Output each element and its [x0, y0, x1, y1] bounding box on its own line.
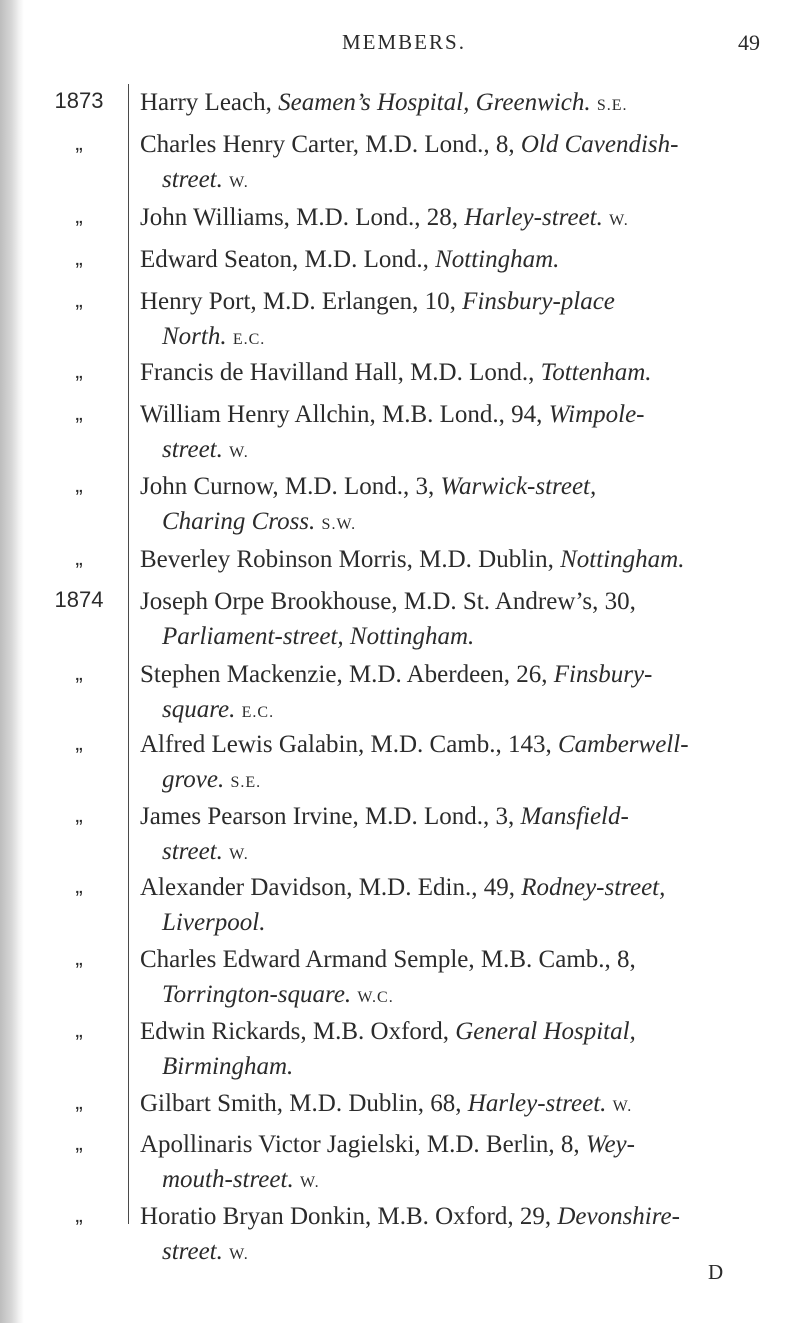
election-year: „ [75, 400, 83, 425]
address-text: Seamen’s Hospital, Greenwich. [278, 89, 591, 116]
postal-district: W. [229, 846, 249, 863]
election-year: 1874 [54, 587, 104, 612]
election-year: „ [75, 130, 83, 155]
entry-line [140, 1089, 632, 1122]
member-text: Joseph Orpe Brookhouse, M.D. St. Andrew’s, 30, [140, 588, 636, 615]
election-year: 1873 [54, 88, 104, 113]
address-text: Warwick-street, [440, 473, 597, 500]
running-head: MEMBERS. [342, 30, 466, 54]
address-text: Parliament-street, Nottingham. [162, 623, 475, 650]
election-year: „ [75, 660, 83, 685]
entry-line [140, 245, 559, 275]
entry-line [140, 587, 636, 617]
entry-continuation-line [162, 765, 261, 798]
member-text: Charles Henry Carter, M.D. Lond., 8, [140, 131, 521, 158]
entry-line [140, 873, 665, 903]
entry-continuation-line [162, 980, 394, 1013]
address-text: street. [162, 436, 223, 463]
member-text: Horatio Bryan Donkin, M.B. Oxford, 29, [140, 1203, 558, 1230]
address-text: Mansfield- [520, 803, 629, 830]
member-text: Henry Port, M.D. Erlangen, 10, [140, 288, 463, 315]
entry-line [140, 730, 689, 760]
election-year: „ [75, 203, 83, 228]
entry-line [140, 1130, 635, 1160]
address-text: Charing Cross. [162, 508, 316, 535]
signature-mark: D [708, 1260, 724, 1284]
election-year: „ [75, 1202, 83, 1227]
address-text: Finsbury- [553, 661, 653, 688]
member-text: Alfred Lewis Galabin, M.D. Camb., 143, [140, 731, 558, 758]
member-text: James Pearson Irvine, M.D. Lond., 3, [140, 803, 521, 830]
entry-line [140, 1202, 680, 1232]
address-text: street. [162, 1238, 223, 1265]
member-text: Edward Seaton, M.D. Lond., [140, 246, 436, 273]
election-year: „ [75, 545, 83, 570]
page-number: 49 [738, 30, 760, 55]
entry-continuation-line [162, 695, 274, 728]
entry-line [140, 660, 652, 690]
address-text: Harley-street. [464, 204, 603, 231]
election-year: „ [75, 945, 83, 970]
member-text: Stephen Mackenzie, M.D. Aberdeen, 26, [140, 661, 554, 688]
address-text: mouth-street. [162, 1166, 294, 1193]
election-year: „ [75, 358, 83, 383]
election-year: „ [75, 287, 83, 312]
postal-district: W. [229, 174, 249, 191]
entry-continuation-line [162, 1237, 249, 1270]
address-text: Finsbury-place [462, 288, 615, 315]
election-year: „ [75, 472, 83, 497]
election-year: „ [75, 730, 83, 755]
member-text: Alexander Davidson, M.D. Edin., 49, [140, 874, 522, 901]
member-text: Francis de Havilland Hall, M.D. Lond., [140, 359, 541, 386]
address-text: Rodney-street, [521, 874, 666, 901]
postal-district: W. [299, 1174, 320, 1191]
entry-line [140, 203, 629, 236]
address-text: Tottenham. [540, 359, 652, 386]
postal-district: W. [229, 444, 249, 461]
entry-line [140, 400, 645, 430]
entry-continuation-line [162, 837, 249, 870]
address-text: Wimpole- [548, 401, 645, 428]
entry-line [140, 945, 636, 975]
entry-continuation-line [162, 1052, 293, 1082]
address-text: square. [162, 696, 236, 723]
entry-continuation-line [162, 322, 265, 355]
postal-district: W. [609, 212, 629, 229]
address-text: Devonshire- [557, 1203, 680, 1230]
postal-district: S.W. [321, 516, 357, 533]
election-year: „ [75, 1089, 83, 1114]
address-text: Birmingham. [162, 1053, 294, 1080]
member-text: Beverley Robinson Morris, M.D. Dublin, [140, 546, 561, 573]
address-text: street. [162, 838, 223, 865]
entry-line [140, 472, 596, 502]
postal-district: W. [612, 1098, 633, 1115]
address-text: Camberwell- [557, 731, 689, 758]
postal-district: S.E. [596, 97, 628, 114]
member-text: Charles Edward Armand Semple, M.B. Camb., 8, [140, 946, 636, 973]
address-text: Harley-street. [467, 1090, 607, 1117]
election-year: „ [75, 873, 83, 898]
member-text: Edwin Rickards, M.B. Oxford, [140, 1018, 456, 1045]
postal-district: W. [229, 1246, 249, 1263]
entry-line [140, 545, 684, 575]
member-text: Gilbart Smith, M.D. Dublin, 68, [140, 1090, 468, 1117]
entry-continuation-line [162, 908, 265, 938]
member-text: William Henry Allchin, M.B. Lond., 94, [140, 401, 549, 428]
address-text: North. [162, 323, 227, 350]
entry-line [140, 358, 652, 388]
member-text: John Curnow, M.D. Lond., 3, [140, 473, 441, 500]
election-year: „ [75, 245, 83, 270]
entry-line [140, 287, 615, 317]
address-text: street. [162, 166, 223, 193]
address-text: General Hospital, [455, 1018, 636, 1045]
address-text: Wey- [585, 1131, 635, 1158]
entry-continuation-line [162, 165, 249, 198]
member-text: Harry Leach, [140, 89, 279, 116]
address-text: Old Cavendish- [520, 131, 679, 158]
entry-line [140, 130, 678, 160]
entry-line [140, 88, 628, 121]
entry-continuation-line [162, 1165, 320, 1198]
member-text: John Williams, M.D. Lond., 28, [140, 204, 465, 231]
address-text: Nottingham. [435, 246, 560, 273]
address-text: Liverpool. [162, 909, 266, 936]
election-year: „ [75, 1130, 83, 1155]
postal-district: S.E. [230, 774, 262, 791]
entry-continuation-line [162, 622, 474, 652]
address-text: grove. [162, 766, 225, 793]
postal-district: W.C. [357, 989, 394, 1006]
postal-district: E.C. [241, 704, 275, 721]
election-year: „ [75, 802, 83, 827]
member-text: Apollinaris Victor Jagielski, M.D. Berlin, 8, [140, 1131, 586, 1158]
entry-continuation-line [162, 435, 249, 468]
election-year: „ [75, 1017, 83, 1042]
address-text: Torrington-square. [162, 981, 352, 1008]
entry-line [140, 1017, 636, 1047]
entry-line [140, 802, 629, 832]
address-text: Nottingham. [560, 546, 685, 573]
entry-continuation-line [162, 507, 356, 540]
postal-district: E.C. [232, 331, 266, 348]
